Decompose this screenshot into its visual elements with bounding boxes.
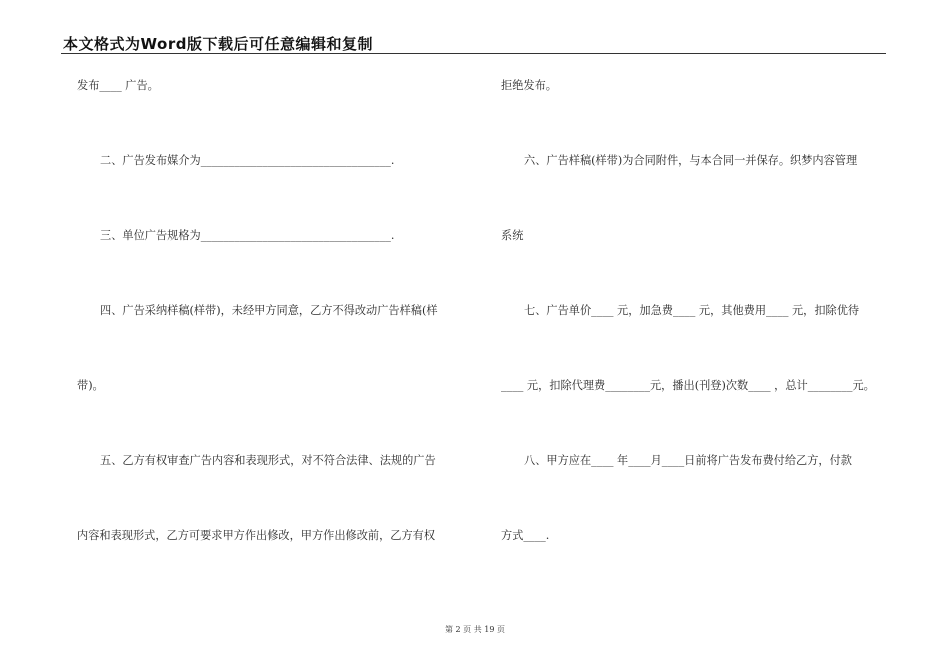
left-line-4: 四、广告采纳样稿(样带)，未经甲方同意，乙方不得改动广告样稿(样 [100, 304, 438, 317]
page-number-footer: 第 2 页 共 19 页 [445, 625, 505, 634]
left-line-2: 二、广告发布媒介为__________________________________. [100, 154, 395, 167]
left-line-5: 带)。 [77, 379, 104, 392]
right-line-5: ____ 元，扣除代理费________元，播出(刊登)次数____ ，总计________元。 [501, 379, 875, 392]
right-line-7: 方式____. [501, 529, 550, 542]
right-line-4: 七、广告单价____ 元，加急费____ 元，其他费用____ 元，扣除优待 [524, 304, 860, 317]
right-line-2: 六、广告样稿(样带)为合同附件，与本合同一并保存。织梦内容管理 [524, 154, 858, 167]
right-line-1: 拒绝发布。 [501, 79, 557, 92]
right-line-6: 八、甲方应在____ 年____月____日前将广告发布费付给乙方，付款 [524, 454, 852, 467]
left-line-3: 三、单位广告规格为__________________________________. [100, 229, 395, 242]
header-divider [61, 53, 886, 54]
left-line-6: 五、乙方有权审查广告内容和表现形式，对不符合法律、法规的广告 [100, 454, 436, 467]
document-header-title: 本文格式为Word版下载后可任意编辑和复制 [63, 35, 373, 53]
right-line-3: 系统 [501, 229, 524, 242]
left-line-7: 内容和表现形式，乙方可要求甲方作出修改，甲方作出修改前，乙方有权 [77, 529, 436, 542]
left-line-1: 发布____ 广告。 [77, 79, 159, 92]
